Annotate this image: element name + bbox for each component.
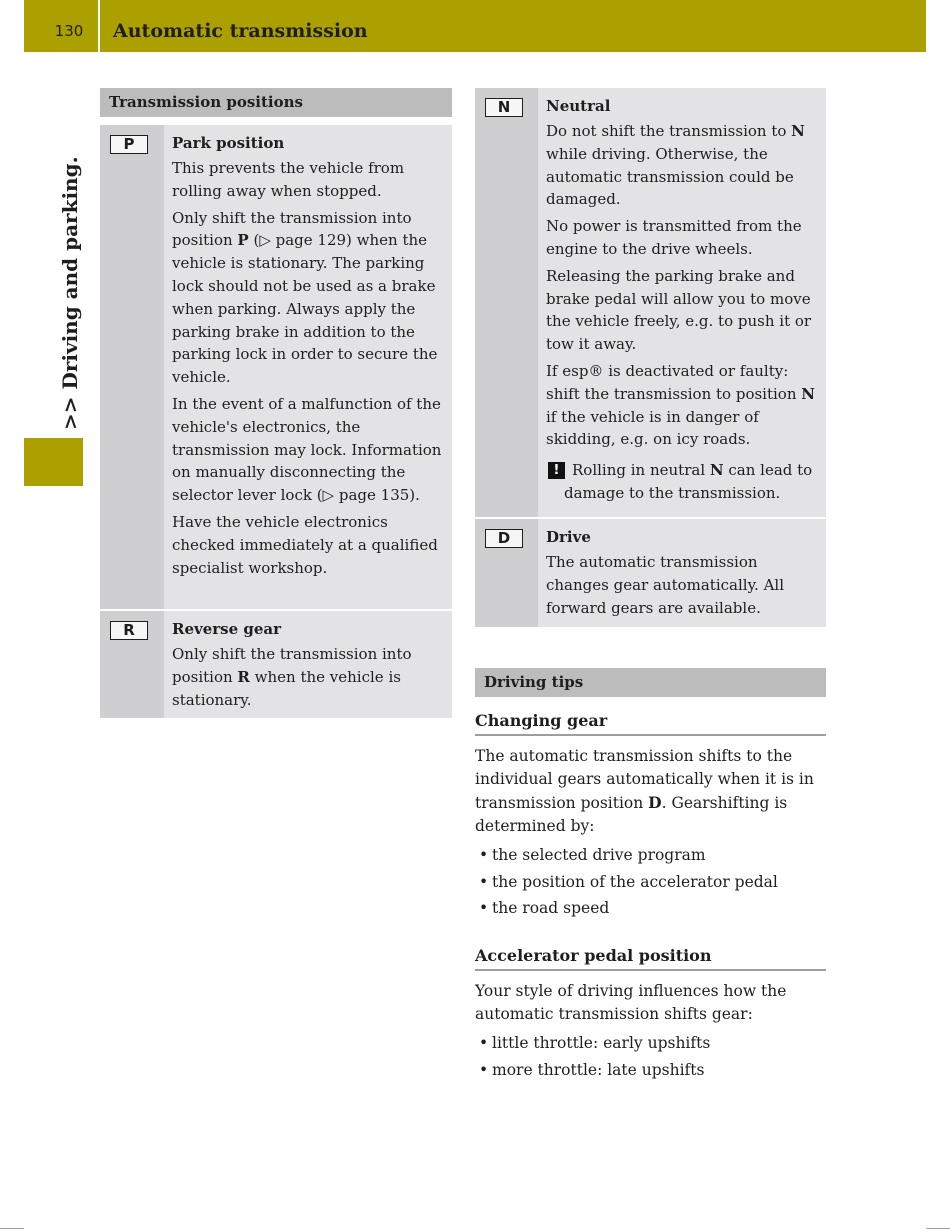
driving-tips-heading: Driving tips [475, 668, 826, 697]
changing-gear-intro: The automatic transmission shifts to the individual gears automatically when it is in transmission position D. Gearshifting is determined by: [475, 747, 814, 835]
park-paragraph: This prevents the vehicle from rolling away when stopped. [172, 159, 405, 200]
neutral-paragraph: Releasing the parking brake and brake pedal will allow you to move the vehicle freely, e.g. to push it or tow it away. [546, 266, 812, 354]
neutral-paragraph: Do not shift the transmission to N while driving. Otherwise, the automatic transmission could be damaged. [546, 122, 805, 209]
table-row-neutral [475, 88, 826, 517]
page-title: Automatic transmission [113, 20, 368, 42]
key-cell [100, 611, 164, 718]
park-paragraph: Only shift the transmission into position P (▷ page 129) when the vehicle is stationary. The parking lock should not be used as a brake when parking. Always apply the parking brake in addition to the parking lock in order to secure the vehicle. [172, 208, 438, 387]
changing-gear-heading: Changing gear [475, 711, 826, 736]
page-header [24, 0, 926, 52]
park-paragraph: Have the vehicle electronics checked immediately at a qualified specialist workshop. [172, 512, 438, 577]
drive-paragraph: The automatic transmission changes gear automatically. All forward gears are available. [546, 553, 785, 617]
page-number: 130 [54, 22, 84, 40]
drive-key-badge: D [485, 529, 523, 548]
accelerator-body [475, 980, 827, 1085]
neutral-title: Neutral [546, 97, 611, 115]
key-cell [100, 125, 164, 609]
list-item: • the road speed [475, 897, 827, 920]
accelerator-list [475, 1032, 827, 1082]
key-cell [475, 519, 538, 627]
table-row-park [100, 125, 452, 609]
section-marker [24, 438, 83, 486]
park-paragraph: In the event of a malfunction of the vehicle's electronics, the transmission may lock. Information on manually disconnecting the selector lever lock (▷ page 135). [172, 394, 442, 505]
reverse-paragraph: Only shift the transmission into position R when the vehicle is stationary. [172, 645, 412, 709]
reverse-title: Reverse gear [172, 620, 282, 638]
section-label: >> Driving and parking. [58, 156, 82, 430]
table-row-reverse [100, 611, 452, 718]
list-item: • the selected drive program [475, 844, 827, 867]
neutral-key-badge: N [485, 98, 523, 117]
table-row-drive [475, 519, 826, 627]
list-item: • the position of the accelerator pedal [475, 871, 827, 894]
key-cell [475, 88, 538, 517]
changing-gear-body [475, 745, 827, 924]
transmission-positions-heading: Transmission positions [100, 88, 452, 117]
drive-title: Drive [546, 528, 591, 546]
header-divider [98, 0, 100, 52]
text-cell [538, 519, 826, 627]
list-item: • more throttle: late upshifts [475, 1059, 827, 1082]
exclamation-icon: ! [548, 462, 565, 479]
warning-note: ! Rolling in neutral N can lead to damage to the transmission. [546, 459, 818, 505]
changing-gear-list [475, 844, 827, 920]
accelerator-intro: Your style of driving influences how the automatic transmission shifts gear: [475, 982, 787, 1023]
accelerator-heading: Accelerator pedal position [475, 946, 826, 971]
neutral-paragraph: No power is transmitted from the engine to the drive wheels. [546, 217, 802, 258]
park-key-badge: P [110, 135, 148, 154]
text-cell [538, 88, 826, 517]
park-title: Park position [172, 134, 285, 152]
reverse-key-badge: R [110, 621, 148, 640]
text-cell [164, 611, 452, 718]
text-cell [164, 125, 452, 609]
list-item: • little throttle: early upshifts [475, 1032, 827, 1055]
neutral-paragraph: If esp® is deactivated or faulty: shift the transmission to position N if the vehicle is in danger of skidding, e.g. on icy roads. [546, 361, 815, 449]
